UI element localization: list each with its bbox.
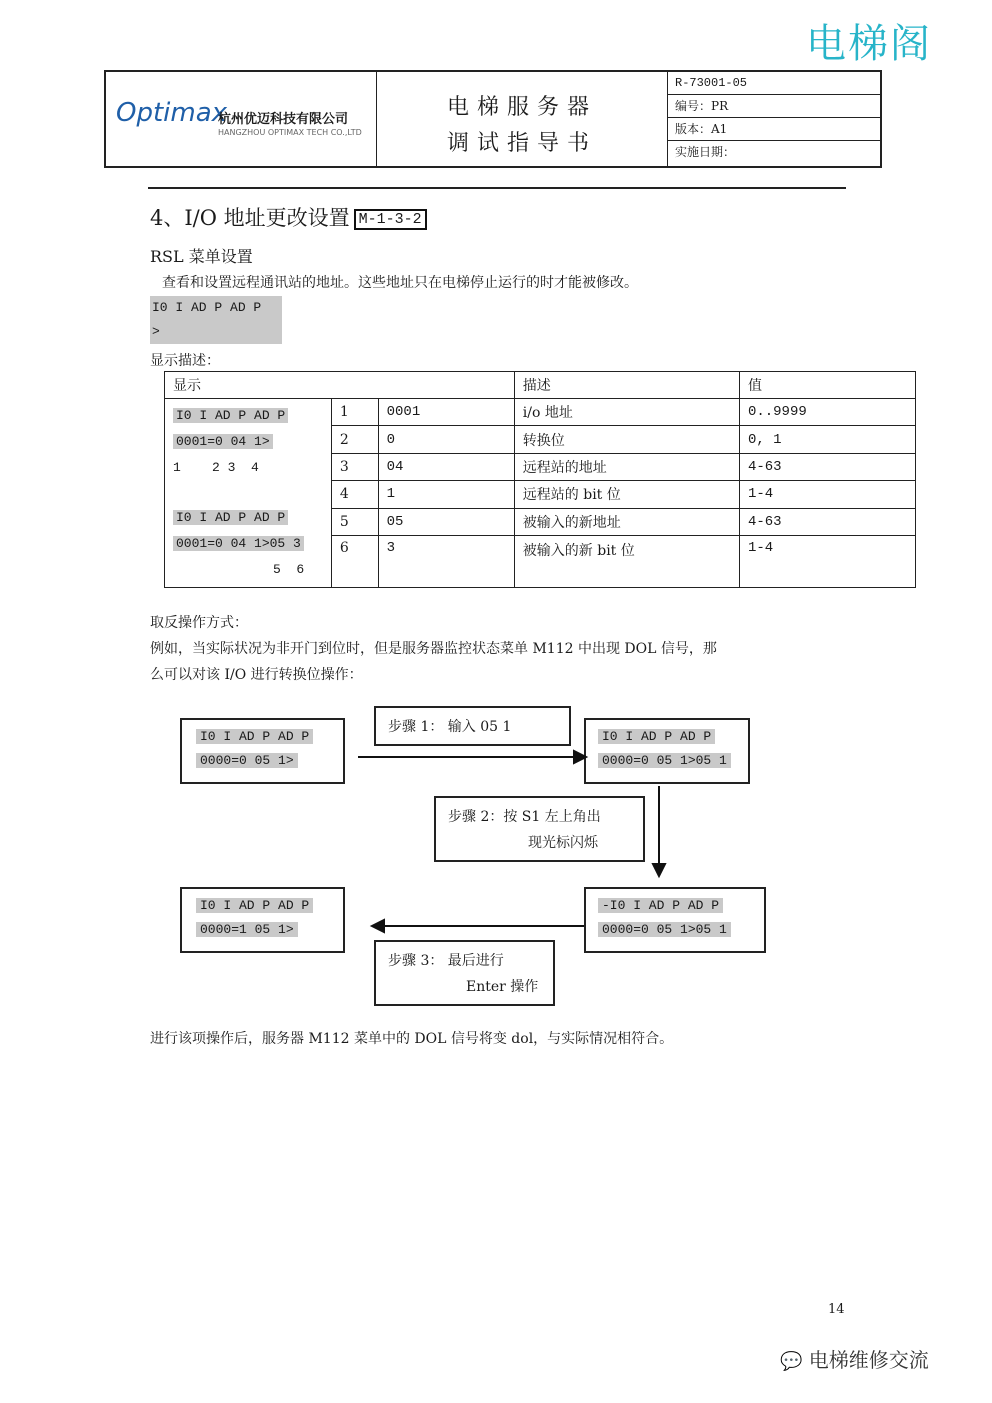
row-range: 0..9999 [739,399,915,426]
row-description: 被输入的新 bit 位 [514,536,739,588]
lcd-line-1: I0 I AD P AD P [152,300,262,315]
row-value: 0001 [378,399,514,426]
row-range: 4-63 [739,453,915,480]
lcd-line-1: I0 I AD P AD P [598,729,715,744]
arrow-left-head [372,920,384,932]
wechat-account-name: 电梯维修交流 [808,1348,929,1372]
row-value: 05 [378,508,514,535]
lcd-line-2: 0000=1 05 1> [196,922,298,937]
header-display: 显示 [165,372,515,399]
row-number: 1 [331,399,378,426]
step-1-text: 步骤 1： 输入 05 1 [388,719,512,735]
lcd-line-1: I0 I AD P AD P [196,729,313,744]
subsection-title: RSL 菜单设置 [150,247,253,266]
wechat-icon: 💬 [780,1351,803,1372]
company-name-cn: 杭州优迈科技有限公司 [218,112,349,127]
lcd-b-numbers: 5 6 [273,562,305,577]
row-number: 5 [331,508,378,535]
header-description: 描述 [514,372,739,399]
row-description: 被输入的新地址 [514,508,739,535]
lcd-line-1: I0 I AD P AD P [196,898,313,913]
step-3-line-1: 步骤 3： 最后进行 [388,953,504,969]
page-number: 14 [828,1302,845,1317]
row-value: 3 [378,536,514,588]
invert-title: 取反操作方式： [150,615,248,631]
row-description: 远程站的 bit 位 [514,481,739,508]
lcd-line-2: 0000=0 05 1>05 1 [598,922,731,937]
row-description: 远程站的地址 [514,453,739,480]
company-name-en: HANGZHOU OPTIMAX TECH CO.,LTD [218,128,362,137]
section-title: 4、I/O 地址更改设置 [150,206,350,230]
watermark: 电梯阁 [806,21,932,67]
optimax-logo: Optimax [116,98,228,128]
doc-date: 实施日期： [675,145,736,159]
lcd-line-2: > [152,324,160,339]
row-value: 1 [378,481,514,508]
row-range: 1-4 [739,536,915,588]
display-desc-label: 显示描述： [150,353,220,369]
title-line-1: 电梯服务器 [446,95,597,120]
lcd-line-2: 0000=0 05 1> [196,753,298,768]
row-value: 04 [378,453,514,480]
row-number: 3 [331,453,378,480]
intro-text: 查看和设置远程通讯站的地址。这些地址只在电梯停止运行的时才能被修改。 [162,275,638,291]
step-2-line-2: 现光标闪烁 [528,835,598,851]
title-line-2: 调试指导书 [446,131,597,156]
lcd-line-2: 0000=0 05 1>05 1 [598,753,731,768]
doc-code: 编号：PR [667,95,880,118]
row-number: 2 [331,426,378,453]
lcd-a-numbers: 1 2 3 4 [173,460,259,475]
row-value: 0 [378,426,514,453]
step-3-line-2: Enter 操作 [466,979,539,995]
step-2-line-1: 步骤 2：按 S1 左上角出 [448,809,601,825]
row-description: 转换位 [514,426,739,453]
row-range: 4-63 [739,508,915,535]
doc-version: 版本：A1 [667,118,880,141]
lcd-b-line1: I0 I AD P AD P [173,510,288,525]
row-description: i/o 地址 [514,399,739,426]
doc-number: R-73001-05 [667,72,880,95]
lcd-line-1: -I0 I AD P AD P [598,898,723,913]
lcd-b-line2: 0001=0 04 1>05 3 [173,536,304,551]
arrow-right-head [574,751,586,763]
wechat-footer [780,1344,929,1373]
conclusion-text: 进行该项操作后，服务器 M112 菜单中的 DOL 信号将变 dol，与实际情况相符合。 [150,1031,674,1047]
row-range: 0, 1 [739,426,915,453]
invert-paragraph-2: 么可以对该 I/O 进行转换位操作： [150,667,363,683]
lcd-a-line1: I0 I AD P AD P [173,408,288,423]
menu-code-box: M-1-3-2 [354,209,427,230]
row-number: 4 [331,481,378,508]
lcd-a-line2: 0001=0 04 1> [173,434,273,449]
row-range: 1-4 [739,481,915,508]
header-value: 值 [739,372,915,399]
arrow-down-head [653,864,665,876]
row-number: 6 [331,536,378,588]
invert-paragraph-1: 例如，当实际状况为非开门到位时，但是服务器监控状态菜单 M112 中出现 DOL 信号，那 [150,641,717,657]
